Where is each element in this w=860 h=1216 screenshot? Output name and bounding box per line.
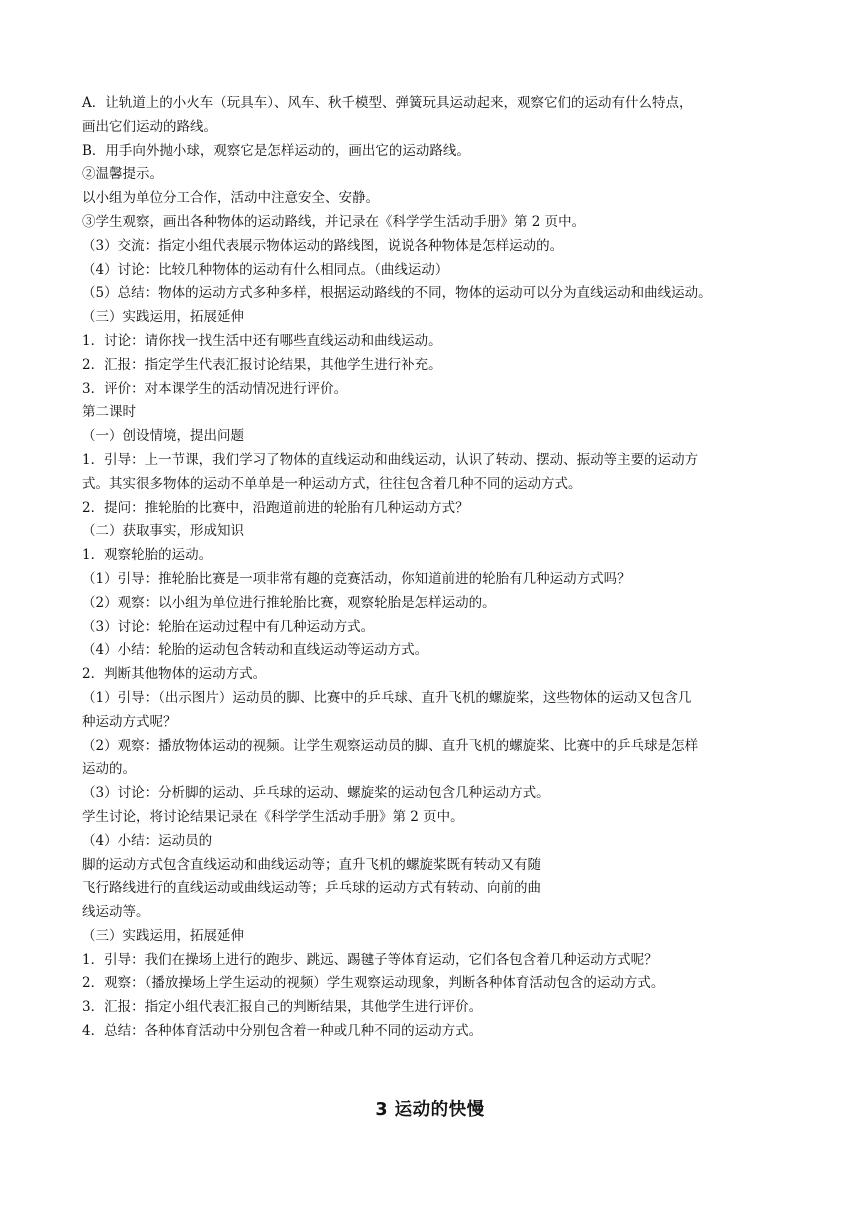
text-line: 1．引导：上一节课，我们学习了物体的直线运动和曲线运动，认识了转动、摆动、振动等主要的运动方: [82, 451, 699, 468]
text-line: （4）小结：轮胎的运动包含转动和直线运动等运动方式。: [82, 642, 429, 659]
text-line: A．让轨道上的小火车（玩具车）、风车、秋千模型、弹簧玩具运动起来，观察它们的运动有什么特点，: [82, 95, 693, 111]
section-heading: （三）实践运用，拓展延伸: [82, 309, 244, 326]
text-line: 画出它们运动的路线。: [82, 118, 217, 135]
text-line: ②温馨提示。: [82, 166, 163, 183]
lesson-heading: 第二课时: [82, 404, 136, 421]
text-line: 运动的。: [82, 761, 136, 778]
body-text: [82, 92, 782, 1044]
text-line: （1）引导：推轮胎比赛是一项非常有趣的竞赛活动，你知道前进的轮胎有几种运动方式吗？: [82, 570, 631, 587]
text-line: 1．讨论：请你找一找生活中还有哪些直线运动和曲线运动。: [82, 332, 442, 349]
text-line: （4）小结：运动员的: [82, 832, 213, 849]
text-line: （4）讨论：比较几种物体的运动有什么相同点。（曲线运动）: [82, 261, 449, 278]
text-line: 式。其实很多物体的运动不单单是一种运动方式，往往包含着几种不同的运动方式。: [82, 475, 582, 492]
section-heading: （二）获取事实，形成知识: [82, 523, 244, 540]
section-heading: （一）创设情境，提出问题: [82, 428, 244, 445]
text-line: 2．判断其他物体的运动方式。: [82, 666, 267, 683]
text-line: 2．提问：推轮胎的比赛中，沿跑道前进的轮胎有几种运动方式？: [82, 499, 469, 516]
text-line: 1．引导：我们在操场上进行的跑步、跳远、踢毽子等体育运动，它们各包含着几种运动方式呢？: [82, 951, 658, 968]
text-line: 1．观察轮胎的运动。: [82, 547, 213, 564]
text-line: ③学生观察，画出各种物体的运动路线，并记录在《科学学生活动手册》第 2 页中。: [82, 213, 586, 230]
text-line: （2）观察：以小组为单位进行推轮胎比赛，观察轮胎是怎样运动的。: [82, 594, 496, 611]
text-line: 线运动等。: [82, 904, 150, 921]
text-line: 3．汇报：指定小组代表汇报自己的判断结果，其他学生进行评价。: [82, 999, 483, 1016]
text-line: 3．评价：对本课学生的活动情况进行评价。: [82, 380, 348, 397]
text-line: 飞行路线进行的直线运动或曲线运动等；乒乓球的运动方式有转动、向前的曲: [82, 880, 541, 897]
text-line: 以小组为单位分工合作，活动中注意安全、安静。: [82, 190, 379, 207]
text-line: 脚的运动方式包含直线运动和曲线运动等；直升飞机的螺旋桨既有转动又有随: [82, 856, 541, 873]
text-line: 4．总结：各种体育活动中分别包含着一种或几种不同的运动方式。: [82, 1023, 483, 1040]
section-heading: （三）实践运用，拓展延伸: [82, 927, 244, 944]
chapter-title: 3 运动的快慢: [375, 1100, 485, 1120]
text-line: （3）交流：指定小组代表展示物体运动的路线图，说说各种物体是怎样运动的。: [82, 237, 564, 254]
text-line: （2）观察：播放物体运动的视频。让学生观察运动员的脚、直升飞机的螺旋桨、比赛中的乒乓球是怎样: [82, 737, 699, 754]
text-line: （3）讨论：轮胎在运动过程中有几种运动方式。: [82, 618, 375, 635]
text-line: （5）总结：物体的运动方式多种多样，根据运动路线的不同，物体的运动可以分为直线运动和曲线运动。: [82, 285, 712, 302]
text-line: 2．汇报：指定学生代表汇报讨论结果，其他学生进行补充。: [82, 356, 442, 373]
text-line: 2．观察：（播放操场上学生运动的视频）学生观察运动现象，判断各种体育活动包含的运动方式。: [82, 975, 665, 992]
text-line: （3）讨论：分析脚的运动、乒乓球的运动、螺旋桨的运动包含几种运动方式。: [82, 785, 550, 802]
text-line: 种运动方式呢？: [82, 713, 177, 730]
text-line: B．用手向外抛小球，观察它是怎样运动的，画出它的运动路线。: [82, 142, 470, 159]
text-line: （1）引导：（出示图片）运动员的脚、比赛中的乒乓球、直升飞机的螺旋桨，这些物体的运动又包含几: [82, 689, 692, 706]
text-line: 学生讨论，将讨论结果记录在《科学学生活动手册》第 2 页中。: [82, 808, 464, 825]
